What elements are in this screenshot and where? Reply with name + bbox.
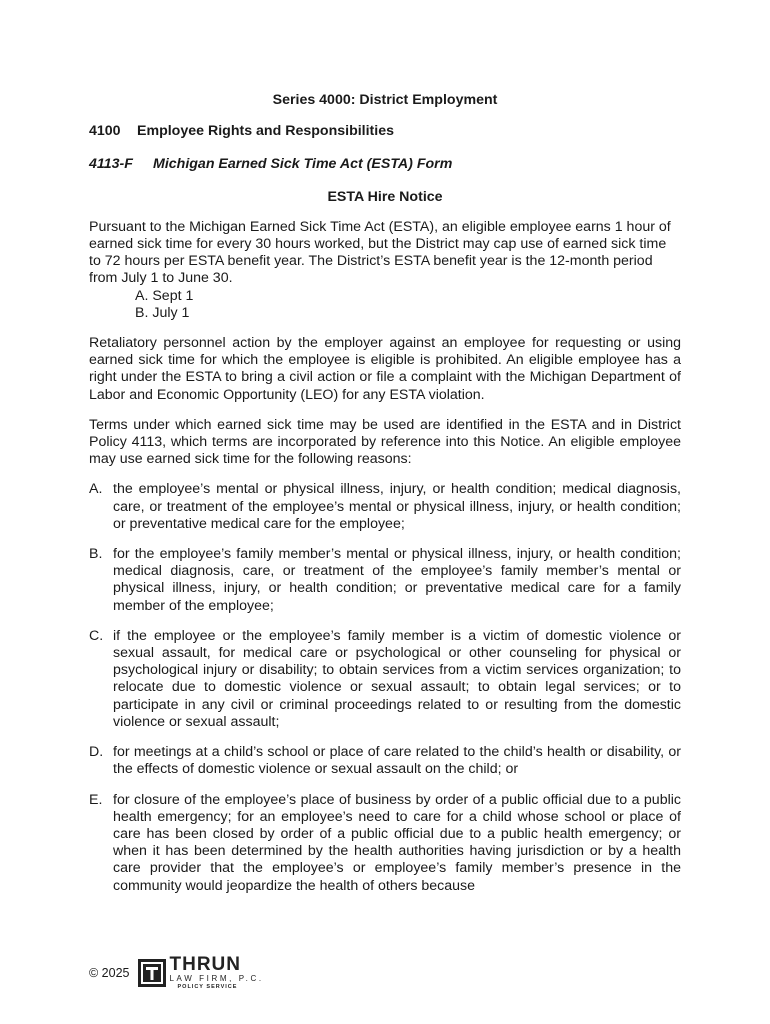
policy-heading: [89, 123, 681, 140]
form-number: 4113-F: [89, 156, 133, 173]
logo-service: POLICY SERVICE: [177, 984, 238, 990]
list-item-letter: C.: [89, 627, 104, 644]
benefit-year-option: A. Sept 1: [135, 287, 194, 304]
list-item-text: the employee’s mental or physical illness, injury, or health condition; medical diagnosis, care, or treatment of the employee’s mental or physical illness, injury, or health condition; or preventative medical care for the employee;: [113, 481, 681, 532]
benefit-year-option: B. July 1: [135, 304, 190, 321]
thrun-logo-mark-icon: [138, 959, 166, 987]
list-item: [89, 546, 681, 615]
list-item-letter: B.: [89, 546, 103, 563]
retaliation-paragraph: Retaliatory personnel action by the employer against an employee for requesting or using earned sick time for which the employee is eligible is prohibited. An eligible employee has a right under the ESTA to bring a civil action or file a complaint with the Michigan Department of Labor and Economic Opportunity (LEO) for any ESTA violation.: [89, 335, 681, 403]
list-item-text: for closure of the employee’s place of business by order of a public official due to a public health emergency; for an employee’s need to care for a child whose school or place of care has been closed by order of a public official due to a public health emergency; or when it has been determined by the health authorities having jurisdiction or by a health care provider that the employee’s or employee’s family member’s presence in the community would jeopardize the health of others because: [113, 791, 681, 894]
copyright-text: © 2025: [89, 965, 130, 980]
list-item: [89, 628, 681, 731]
policy-number: 4100: [89, 123, 121, 140]
thrun-logo: [138, 955, 264, 991]
notice-title: ESTA Hire Notice: [327, 188, 443, 205]
page-footer: [89, 955, 264, 991]
terms-paragraph: Terms under which earned sick time may be used are identified in the ESTA and in District Policy 4113, which terms are incorporated by reference into this Notice. An eligible employee may use earned sick time for the following reasons:: [89, 416, 681, 468]
list-item-letter: A.: [89, 481, 103, 498]
list-item: [89, 792, 681, 895]
form-heading: [89, 156, 681, 173]
list-item: [89, 744, 681, 778]
logo-firm: LAW FIRM, P.C.: [169, 974, 264, 983]
form-title: Michigan Earned Sick Time Act (ESTA) Form: [153, 156, 453, 173]
benefit-year-options: [135, 288, 681, 322]
list-item-letter: D.: [89, 744, 104, 761]
policy-title: Employee Rights and Responsibilities: [137, 123, 395, 140]
list-item-text: for the employee’s family member’s mental or physical illness, injury, or health condition; medical diagnosis, care, or treatment of the employee’s family member’s mental or physical illness, injury, or health condition; or preventative medical care for a family member of the employee;: [113, 546, 681, 614]
document-body: [89, 92, 681, 908]
series-title: Series 4000: District Employment: [272, 92, 498, 108]
logo-text: [170, 955, 264, 991]
list-item-text: for meetings at a child’s school or place of care related to the child’s health or disability, or the effects of domestic violence or sexual assault on the child; or: [113, 744, 681, 778]
list-item-letter: E.: [89, 791, 103, 808]
logo-name: THRUN: [169, 954, 241, 975]
reasons-list: [89, 481, 681, 894]
list-item: [89, 481, 681, 533]
intro-paragraph: Pursuant to the Michigan Earned Sick Time Act (ESTA), an eligible employee earns 1 hour of earned sick time for every 30 hours worked, but the District may cap use of earned sick time to 72 hours per ESTA benefit year. The District’s ESTA benefit year is the 12-month period from July 1 to June 30.: [89, 218, 671, 287]
list-item-text: if the employee or the employee’s family member is a victim of domestic violence or sexual assault, for medical care or psychological or other counseling for physical or psychological injury or disability; to obtain services from a victim services organization; to relocate due to domestic violence or sexual assault; to obtain legal services; or to participate in any civil or criminal proceedings related to or resulting from the domestic violence or sexual assault;: [113, 627, 681, 730]
